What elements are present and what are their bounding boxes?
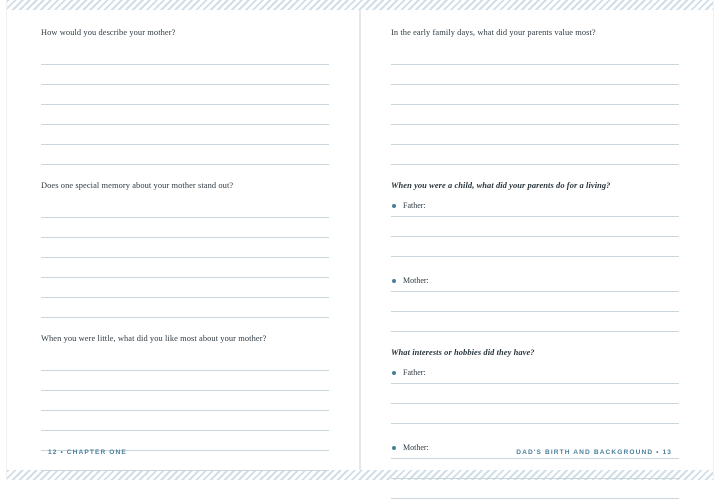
- answer-line[interactable]: [41, 238, 329, 258]
- answer-line[interactable]: [41, 278, 329, 298]
- answer-line[interactable]: [41, 65, 329, 85]
- bullet-label-row[interactable]: [391, 273, 679, 292]
- bullet-icon: [392, 371, 396, 375]
- question-block: [391, 28, 679, 165]
- bullet-label: Father:: [403, 368, 426, 378]
- answer-line[interactable]: [391, 312, 679, 332]
- answer-line[interactable]: [41, 45, 329, 65]
- footer-left: 12 • CHAPTER ONE: [48, 449, 127, 456]
- answer-line[interactable]: [41, 371, 329, 391]
- question-block: [41, 28, 329, 165]
- answer-line[interactable]: [391, 237, 679, 257]
- question-text: Does one special memory about your mother stand out?: [41, 181, 234, 191]
- answer-line[interactable]: [41, 85, 329, 105]
- answer-line[interactable]: [391, 125, 679, 145]
- answer-line[interactable]: [41, 145, 329, 165]
- question-text: When you were a child, what did your parents do for a living?: [391, 181, 611, 191]
- bullet-label: Mother:: [403, 443, 429, 453]
- page-edge-left: [0, 0, 7, 480]
- right-page: [361, 10, 713, 470]
- answer-line[interactable]: [391, 404, 679, 424]
- answer-line[interactable]: [41, 105, 329, 125]
- bullet-icon: [392, 446, 396, 450]
- question-text: What interests or hobbies did they have?: [391, 348, 535, 358]
- question-block: [41, 181, 329, 318]
- answer-line[interactable]: [41, 391, 329, 411]
- decorative-border-top: [0, 0, 720, 10]
- answer-line[interactable]: [391, 292, 679, 312]
- answer-line[interactable]: [391, 45, 679, 65]
- answer-lines-father[interactable]: [391, 198, 679, 257]
- answer-line[interactable]: [41, 411, 329, 431]
- answer-line[interactable]: [41, 218, 329, 238]
- answer-line[interactable]: [391, 384, 679, 404]
- answer-line[interactable]: [41, 198, 329, 218]
- answer-line[interactable]: [41, 125, 329, 145]
- bullet-icon: [392, 204, 396, 208]
- answer-line[interactable]: [391, 105, 679, 125]
- answer-line[interactable]: [391, 145, 679, 165]
- page-edge-right: [713, 0, 720, 480]
- bullet-label: Mother:: [403, 276, 429, 286]
- question-block: [391, 348, 679, 499]
- answer-lines-father[interactable]: [391, 365, 679, 424]
- bullet-label-row[interactable]: [391, 198, 679, 217]
- question-text: When you were little, what did you like most about your mother?: [41, 334, 267, 344]
- answer-lines[interactable]: [41, 198, 329, 318]
- answer-line[interactable]: [41, 258, 329, 278]
- left-page: [7, 10, 359, 470]
- answer-lines[interactable]: [41, 45, 329, 165]
- bullet-label-row[interactable]: [391, 365, 679, 384]
- answer-line[interactable]: [41, 298, 329, 318]
- question-text: How would you describe your mother?: [41, 28, 176, 37]
- question-text: In the early family days, what did your parents value most?: [391, 28, 596, 37]
- bullet-label: Father:: [403, 201, 426, 211]
- answer-line[interactable]: [391, 85, 679, 105]
- answer-lines[interactable]: [391, 45, 679, 165]
- bullet-icon: [392, 279, 396, 283]
- answer-line[interactable]: [391, 217, 679, 237]
- answer-line[interactable]: [391, 479, 679, 499]
- answer-lines-mother[interactable]: [391, 273, 679, 332]
- answer-line[interactable]: [41, 351, 329, 371]
- footer-right: DAD'S BIRTH AND BACKGROUND • 13: [516, 449, 672, 456]
- answer-line[interactable]: [391, 459, 679, 479]
- answer-line[interactable]: [391, 65, 679, 85]
- question-block: [391, 181, 679, 332]
